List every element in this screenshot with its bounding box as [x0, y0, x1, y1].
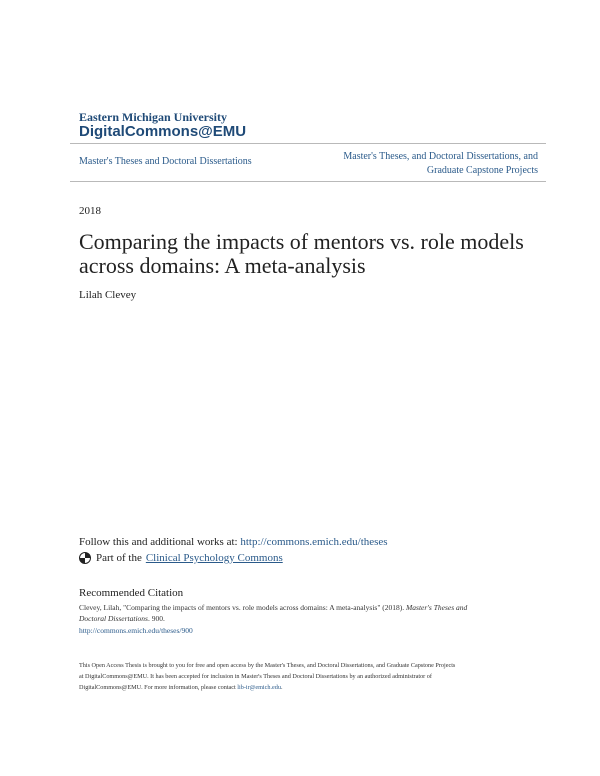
notice-end: .	[280, 684, 283, 691]
collection-link-left[interactable]: Master's Theses and Doctoral Dissertations	[79, 156, 252, 167]
citation-series-line2: Doctoral Dissertations	[79, 614, 148, 623]
publication-year: 2018	[79, 205, 101, 217]
follow-prefix: Follow this and additional works at:	[79, 536, 241, 548]
university-name: Eastern Michigan University	[79, 110, 227, 124]
clinical-psychology-commons-link[interactable]: Clinical Psychology Commons	[145, 552, 283, 564]
part-of-line	[79, 552, 283, 564]
collection-link-right[interactable]	[300, 150, 538, 178]
document-title	[79, 230, 549, 278]
follow-url-link[interactable]: http://commons.emich.edu/theses	[240, 536, 388, 548]
collection-right-line2: Graduate Capstone Projects	[426, 165, 538, 176]
network-icon	[79, 552, 91, 564]
follow-line	[79, 536, 388, 548]
title-line2: across domains: A meta-analysis	[79, 253, 366, 278]
collection-right-line1: Master's Theses, and Doctoral Dissertations, and	[343, 151, 538, 162]
recommended-citation-heading: Recommended Citation	[79, 587, 184, 599]
citation-series-line1: Master's Theses and	[406, 603, 468, 612]
citation-number: . 900.	[147, 614, 165, 623]
title-line1: Comparing the impacts of mentors vs. role models	[79, 229, 524, 254]
citation-url-link[interactable]: http://commons.emich.edu/theses/900	[79, 626, 193, 635]
part-of-prefix: Part of the	[96, 552, 142, 564]
notice-line3: DigitalCommons@EMU. For more information, please contact	[79, 684, 238, 691]
open-access-notice	[79, 660, 539, 693]
citation-body: Clevey, Lilah, "Comparing the impacts of mentors vs. role models across domains: A meta-analysis" (2018).	[79, 603, 405, 612]
divider-bottom	[70, 181, 546, 182]
citation-text	[79, 602, 549, 624]
divider-top	[70, 143, 546, 144]
contact-email-link[interactable]: lib-ir@emich.edu	[237, 684, 281, 691]
notice-line1: This Open Access Thesis is brought to you for free and open access by the Master's Theses, and Doctoral Dissertations, and Graduate Capstone Projects	[79, 662, 456, 669]
notice-line3-wrap	[79, 682, 539, 693]
notice-line2: at DigitalCommons@EMU. It has been accepted for inclusion in Master's Theses and Doctoral Dissertations by an authorized administrator of	[79, 673, 432, 680]
repository-name[interactable]: DigitalCommons@EMU	[79, 123, 247, 140]
author-name: Lilah Clevey	[79, 289, 137, 301]
